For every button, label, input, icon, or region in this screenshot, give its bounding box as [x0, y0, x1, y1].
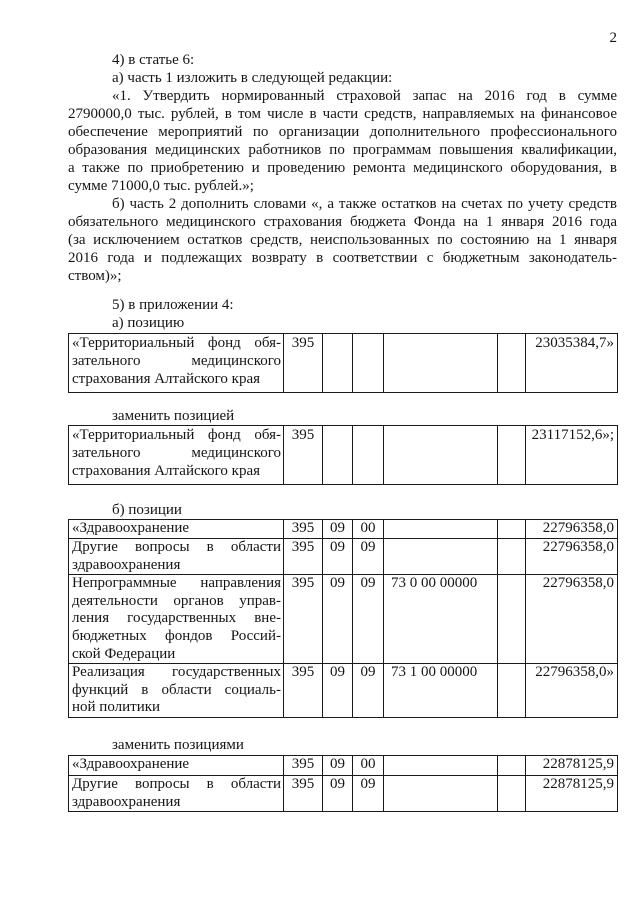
replace-plural-label [68, 736, 617, 754]
section-code-cell [323, 334, 353, 393]
amount-cell: 22878125,9 [526, 776, 618, 812]
table-row [69, 776, 618, 812]
name-line: здравоохранения [72, 556, 181, 573]
table-position-a-original [68, 333, 618, 393]
subsection-code-cell [353, 426, 384, 485]
target-code-cell [384, 334, 498, 393]
position-name-cell [69, 426, 284, 485]
admin-code-cell: 395 [284, 334, 323, 393]
subsection-code-cell: 09 [353, 776, 384, 812]
table-row [69, 539, 618, 575]
text-line: (за исключением остатков средств, неиспользованных по состоянию на 1 января [68, 232, 617, 248]
section-code-cell: 09 [323, 575, 353, 664]
table-positions-b-original [68, 519, 618, 718]
table-row [69, 334, 618, 393]
name-line: Непрограммные направления [72, 575, 281, 592]
section-4-item-a: а) часть 1 изложить в следующей редакции: [112, 70, 393, 86]
expense-type-cell [498, 575, 526, 664]
name-line: зательного медицинского [72, 353, 281, 369]
section-4-heading: 4) в статье 6: [112, 52, 195, 68]
subsection-code-cell: 09 [353, 539, 384, 575]
admin-code-cell: 395 [284, 520, 323, 539]
table-row [69, 664, 618, 718]
name-line: здравоохранения [72, 793, 181, 810]
subsection-code-cell: 09 [353, 664, 384, 718]
admin-code-cell: 395 [284, 575, 323, 664]
table-row [69, 756, 618, 776]
text-line: обеспечение мероприятий по организации дополнительного профессионального [68, 124, 617, 140]
table-row [69, 575, 618, 664]
text-line: 2790000,0 тыс. рублей, в том числе в части средств, направляемых на финансовое [68, 106, 617, 122]
admin-code-cell: 395 [284, 776, 323, 812]
subsection-code-cell: 00 [353, 756, 384, 776]
amount-cell: 23117152,6»; [526, 426, 618, 485]
target-code-cell: 73 1 00 00000 [384, 664, 498, 718]
target-code-cell [384, 539, 498, 575]
section-code-cell: 09 [323, 776, 353, 812]
target-code-cell [384, 776, 498, 812]
name-line: деятельности органов управ- [72, 592, 281, 609]
text-line: ством)»; [68, 268, 122, 284]
position-name-cell [69, 575, 284, 664]
replace-single-label [68, 407, 617, 425]
target-code-cell [384, 426, 498, 485]
name-line: ной политики [72, 699, 161, 716]
page-number: 2 [609, 30, 617, 46]
table-positions-b-replacement [68, 755, 618, 812]
section-4 [68, 51, 617, 285]
section-code-cell [323, 426, 353, 485]
admin-code-cell: 395 [284, 664, 323, 718]
expense-type-cell [498, 756, 526, 776]
target-code-cell [384, 520, 498, 539]
name-line: зательного медицинского [72, 445, 281, 461]
name-line: страхования Алтайского края [72, 371, 261, 387]
name-line: «Территориальный фонд обя- [72, 335, 281, 351]
subsection-code-cell [353, 334, 384, 393]
section-5-heading: 5) в приложении 4: [112, 297, 234, 313]
section-5-item-b: б) позиции [112, 502, 182, 518]
table-row [69, 520, 618, 539]
section-code-cell: 09 [323, 520, 353, 539]
expense-type-cell [498, 776, 526, 812]
expense-type-cell [498, 539, 526, 575]
text-line: «1. Утвердить нормированный страховой запас на 2016 год в сумме [112, 88, 617, 104]
name-line: страхования Алтайского края [72, 463, 261, 479]
expense-type-cell [498, 426, 526, 485]
section-5-header [68, 296, 617, 332]
amount-cell: 22796358,0 [526, 575, 618, 664]
section-5-item-a: а) позицию [112, 315, 185, 331]
expense-type-cell [498, 664, 526, 718]
name-line: «Территориальный фонд обя- [72, 427, 281, 443]
target-code-cell: 73 0 00 00000 [384, 575, 498, 664]
name-line: ления государственных вне- [72, 610, 281, 627]
text-line: сумме 71000,0 тыс. рублей.»; [68, 178, 254, 194]
amount-cell: 22878125,9 [526, 756, 618, 776]
text-line: б) часть 2 дополнить словами «, а также остатков на счетах по учету средств [112, 196, 617, 212]
expense-type-cell [498, 520, 526, 539]
table-position-a-replacement [68, 425, 618, 485]
admin-code-cell: 395 [284, 539, 323, 575]
name-line: «Здравоохранение [72, 520, 190, 536]
section-code-cell: 09 [323, 664, 353, 718]
table-row [69, 426, 618, 485]
subsection-code-cell: 09 [353, 575, 384, 664]
text-line: 2016 года и подлежащих возврату в соответствии с бюджетным законодатель- [68, 250, 617, 266]
text-line: образования медицинских работников по программам повышения квалификации, [68, 142, 617, 158]
admin-code-cell: 395 [284, 756, 323, 776]
position-name-cell [69, 664, 284, 718]
name-line: «Здравоохранение [72, 756, 190, 772]
name-line: ской Федерации [72, 645, 176, 662]
position-name-cell [69, 520, 284, 539]
position-name-cell [69, 776, 284, 812]
position-name-cell [69, 539, 284, 575]
section-code-cell: 09 [323, 539, 353, 575]
subsection-code-cell: 00 [353, 520, 384, 539]
position-name-cell [69, 334, 284, 393]
amount-cell: 22796358,0 [526, 520, 618, 539]
section-5-item-b-label [68, 501, 617, 519]
name-line: бюджетных фондов Россий- [72, 627, 281, 644]
text-line: а также по приобретению и проведению ремонта медицинского оборудования, в [68, 160, 617, 176]
amount-cell: 23035384,7» [526, 334, 618, 393]
name-line: Другие вопросы в области [72, 539, 281, 555]
replace-single-text: заменить позицией [112, 408, 235, 424]
admin-code-cell: 395 [284, 426, 323, 485]
replace-plural-text: заменить позициями [112, 737, 244, 753]
amount-cell: 22796358,0» [526, 664, 618, 718]
text-line: обязательного медицинского страхования бюджета Фонда на 1 января 2016 года [68, 214, 617, 230]
section-code-cell: 09 [323, 756, 353, 776]
amount-cell: 22796358,0 [526, 539, 618, 575]
name-line: Реализация государственных [72, 664, 281, 681]
position-name-cell [69, 756, 284, 776]
expense-type-cell [498, 334, 526, 393]
target-code-cell [384, 756, 498, 776]
name-line: Другие вопросы в области [72, 776, 281, 792]
name-line: функций в области социаль- [72, 681, 281, 698]
